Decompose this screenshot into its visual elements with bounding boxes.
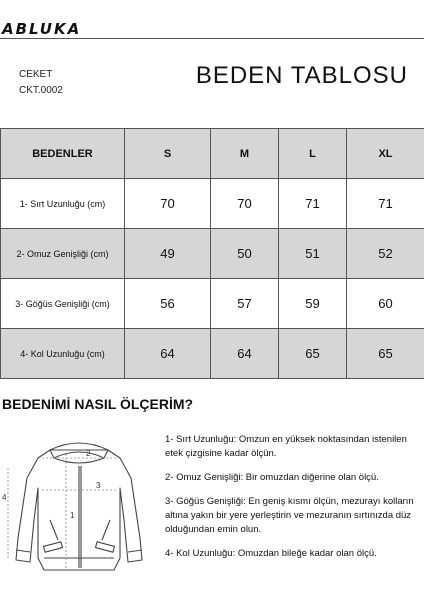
row-label: 4- Kol Uzunluğu (cm) <box>1 329 125 379</box>
size-header-m: M <box>211 129 279 179</box>
size-header-l: L <box>279 129 347 179</box>
product-info <box>19 67 63 99</box>
table-row <box>1 329 424 379</box>
table-cell: 49 <box>125 229 211 279</box>
row-label: 2- Omuz Genişliği (cm) <box>1 229 125 279</box>
table-cell: 70 <box>125 179 211 229</box>
header-divider <box>0 38 424 39</box>
size-header-xl: XL <box>347 129 424 179</box>
measure-number-1: 1 <box>70 511 75 520</box>
table-row <box>1 229 424 279</box>
table-cell: 60 <box>347 279 424 329</box>
table-cell: 50 <box>211 229 279 279</box>
size-table <box>0 128 424 379</box>
table-cell: 71 <box>347 179 424 229</box>
instruction-step-2: 2- Omuz Genişliği: Bir omuzdan diğerine olan ölçü. <box>165 472 379 483</box>
instruction-step-3: 3- Göğüs Genişliği: En geniş kısmı ölçün, mezurayı kolların altına yakın bir yere yerleştirin ve mezuranın sırtınızda düz olduğundan emin olun. <box>165 496 414 535</box>
table-header-row <box>1 129 424 179</box>
table-cell: 64 <box>125 329 211 379</box>
guide-title: BEDENİMİ NASIL ÖLÇERİM? <box>2 396 194 412</box>
product-code: CKT.0002 <box>19 85 63 96</box>
jacket-diagram-icon <box>0 428 160 588</box>
table-row <box>1 179 424 229</box>
table-cell: 65 <box>279 329 347 379</box>
table-cell: 51 <box>279 229 347 279</box>
instruction-step-1: 1- Sırt Uzunluğu: Omzun en yüksek noktasından istenilen etek çizgisine kadar ölçün. <box>165 434 407 459</box>
measure-number-3: 3 <box>96 481 101 490</box>
instruction-step-4: 4- Kol Uzunluğu: Omuzdan bileğe kadar olan ölçü. <box>165 548 377 559</box>
table-cell: 65 <box>347 329 424 379</box>
size-header-s: S <box>125 129 211 179</box>
table-cell: 70 <box>211 179 279 229</box>
measurement-instructions <box>165 433 420 571</box>
corner-label: BEDENLER <box>1 129 125 179</box>
row-label: 1- Sırt Uzunluğu (cm) <box>1 179 125 229</box>
measure-number-2: 2 <box>86 449 91 458</box>
table-cell: 52 <box>347 229 424 279</box>
table-row <box>1 279 424 329</box>
table-cell: 59 <box>279 279 347 329</box>
row-label: 3- Göğüs Genişliği (cm) <box>1 279 125 329</box>
table-cell: 56 <box>125 279 211 329</box>
table-cell: 71 <box>279 179 347 229</box>
product-type: CEKET <box>19 69 53 80</box>
measure-number-4: 4 <box>2 493 7 502</box>
table-cell: 57 <box>211 279 279 329</box>
brand-logo: ABLUKA <box>2 20 82 38</box>
table-cell: 64 <box>211 329 279 379</box>
page-title: BEDEN TABLOSU <box>195 62 408 89</box>
